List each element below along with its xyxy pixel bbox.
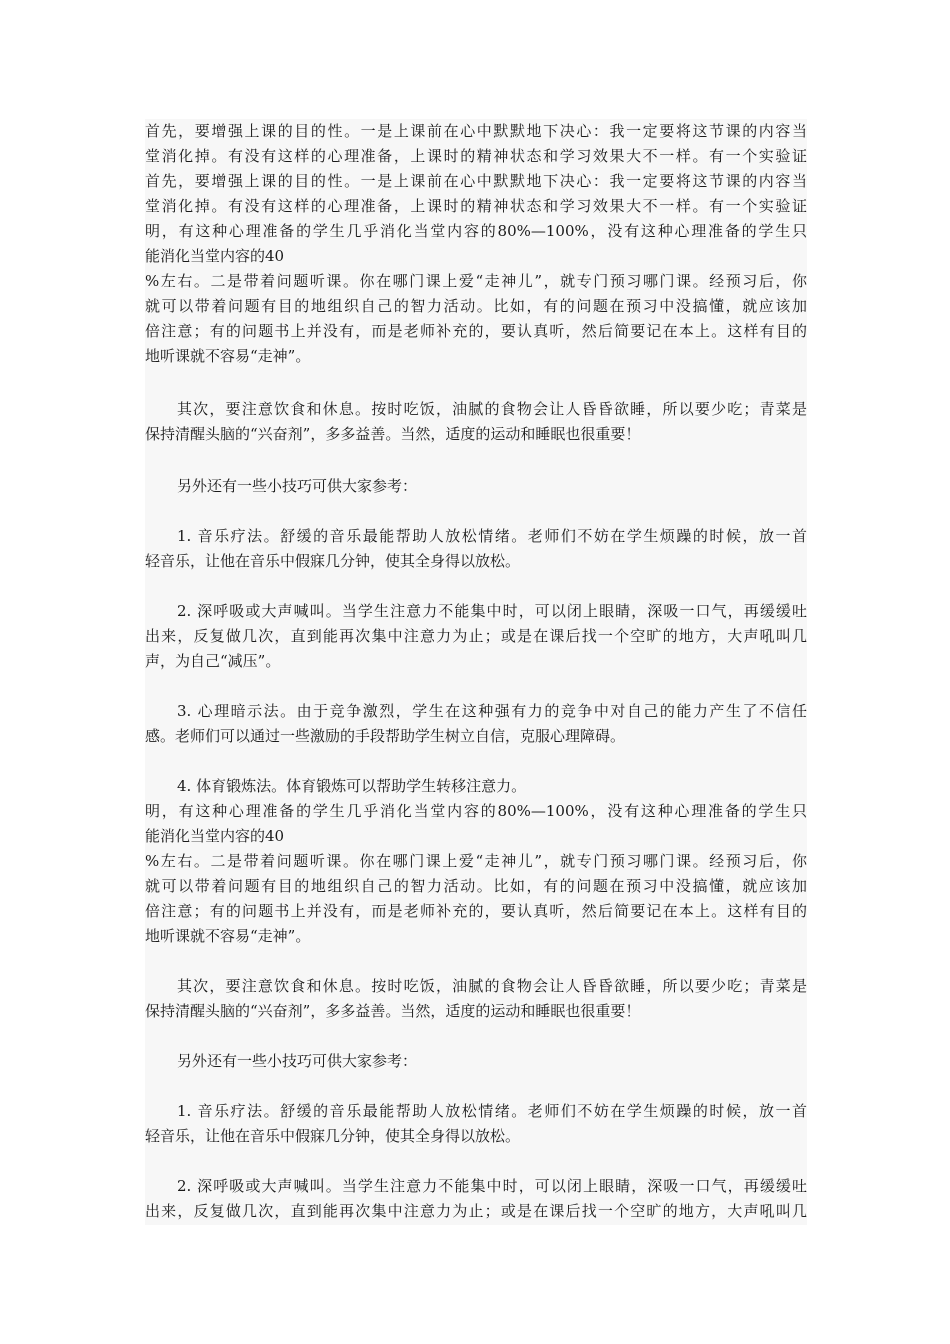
text-line: %左右。二是带着问题听课。你在哪门课上爱“走神儿”，就专门预习哪门课。经预习后，你 [145, 852, 807, 870]
text-line: 2. 深呼吸或大声喊叫。当学生注意力不能集中时，可以闭上眼睛，深吸一口气，再缓缓吐 [177, 602, 807, 620]
text-line: 3. 心理暗示法。由于竞争激烈，学生在这种强有力的竞争中对自己的能力产生了不信任 [177, 702, 807, 720]
text-line: 1. 音乐疗法。舒缓的音乐最能帮助人放松情绪。老师们不妨在学生烦躁的时候，放一首 [177, 527, 807, 545]
text-line: 倍注意；有的问题书上并没有，而是老师补充的，要认真听，然后简要记在本上。这样有目的 [145, 902, 807, 920]
text-line: %左右。二是带着问题听课。你在哪门课上爱“走神儿”，就专门预习哪门课。经预习后，你 [145, 272, 807, 290]
text-line: 就可以带着问题有目的地组织自己的智力活动。比如，有的问题在预习中没搞懂，就应该加 [145, 877, 807, 895]
text-line: 1. 音乐疗法。舒缓的音乐最能帮助人放松情绪。老师们不妨在学生烦躁的时候，放一首 [177, 1102, 807, 1120]
text-line: 4. 体育锻炼法。体育锻炼可以帮助学生转移注意力。 [177, 777, 527, 795]
document-page [145, 119, 807, 1225]
text-line: 另外还有一些小技巧可供大家参考： [177, 477, 418, 495]
text-line: 堂消化掉。有没有这样的心理准备，上课时的精神状态和学习效果大不一样。有一个实验证 [145, 197, 807, 215]
text-line: 堂消化掉。有没有这样的心理准备，上课时的精神状态和学习效果大不一样。有一个实验证 [145, 147, 807, 165]
text-line: 倍注意；有的问题书上并没有，而是老师补充的，要认真听，然后简要记在本上。这样有目的 [145, 322, 807, 340]
text-line: 另外还有一些小技巧可供大家参考： [177, 1052, 418, 1070]
text-line: 轻音乐，让他在音乐中假寐几分钟，使其全身得以放松。 [145, 552, 521, 570]
text-line: 能消化当堂内容的40 [145, 247, 285, 265]
text-line: 声，为自己“减压”。 [145, 652, 281, 670]
text-line: 出来，反复做几次，直到能再次集中注意力为止；或是在课后找一个空旷的地方，大声吼叫几 [145, 627, 807, 645]
text-line: 轻音乐，让他在音乐中假寐几分钟，使其全身得以放松。 [145, 1127, 521, 1145]
text-line: 首先，要增强上课的目的性。一是上课前在心中默默地下决心：我一定要将这节课的内容当 [145, 172, 807, 190]
text-line: 明，有这种心理准备的学生几乎消化当堂内容的80%—100%，没有这种心理准备的学生只 [145, 222, 807, 240]
text-line: 其次，要注意饮食和休息。按时吃饭，油腻的食物会让人昏昏欲睡，所以要少吃；青菜是 [177, 400, 807, 418]
text-line: 其次，要注意饮食和休息。按时吃饭，油腻的食物会让人昏昏欲睡，所以要少吃；青菜是 [177, 977, 807, 995]
text-line: 保持清醒头脑的“兴奋剂”，多多益善。当然，适度的运动和睡眠也很重要！ [145, 425, 641, 443]
text-line: 能消化当堂内容的40 [145, 827, 285, 845]
text-line: 地听课就不容易“走神”。 [145, 347, 311, 365]
text-line: 地听课就不容易“走神”。 [145, 927, 311, 945]
text-line: 出来，反复做几次，直到能再次集中注意力为止；或是在课后找一个空旷的地方，大声吼叫几 [145, 1202, 807, 1220]
text-line: 首先，要增强上课的目的性。一是上课前在心中默默地下决心：我一定要将这节课的内容当 [145, 122, 807, 140]
text-line: 保持清醒头脑的“兴奋剂”，多多益善。当然，适度的运动和睡眠也很重要！ [145, 1002, 641, 1020]
text-line: 明，有这种心理准备的学生几乎消化当堂内容的80%—100%，没有这种心理准备的学生只 [145, 802, 807, 820]
text-line: 2. 深呼吸或大声喊叫。当学生注意力不能集中时，可以闭上眼睛，深吸一口气，再缓缓吐 [177, 1177, 807, 1195]
text-line: 感。老师们可以通过一些激励的手段帮助学生树立自信，克服心理障碍。 [145, 727, 626, 745]
text-line: 就可以带着问题有目的地组织自己的智力活动。比如，有的问题在预习中没搞懂，就应该加 [145, 297, 807, 315]
